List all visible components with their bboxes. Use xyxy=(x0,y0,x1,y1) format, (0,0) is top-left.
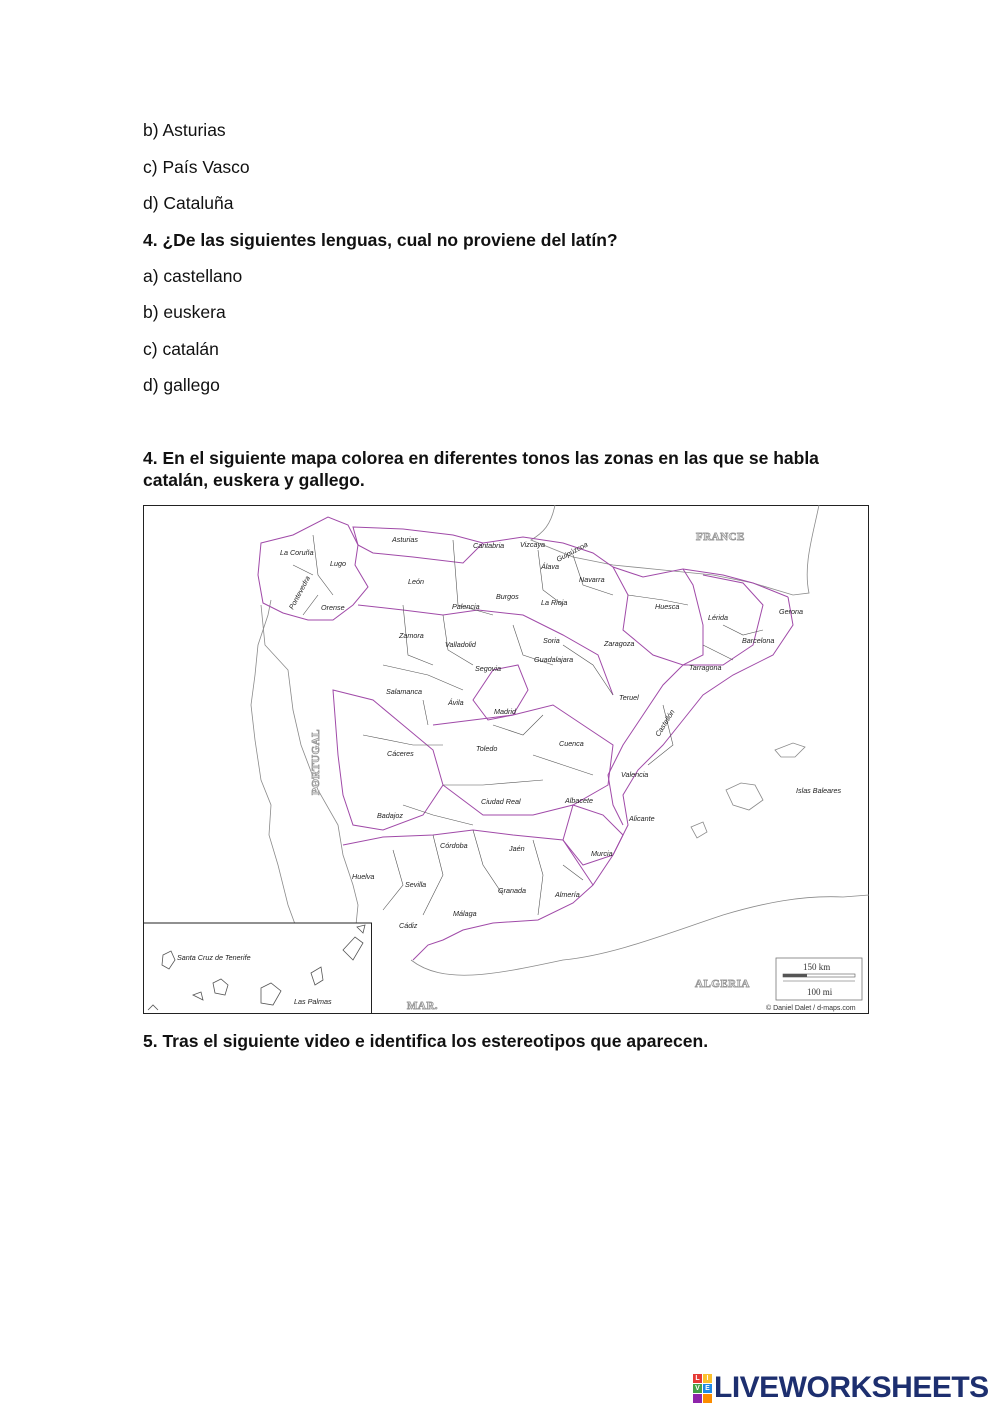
label-la-coruna: La Coruña xyxy=(280,548,314,557)
canarias-inset xyxy=(144,923,372,1014)
label-toledo: Toledo xyxy=(476,744,498,753)
label-orense: Orense xyxy=(321,603,345,612)
label-salamanca: Salamanca xyxy=(386,687,422,696)
label-madrid: Madrid xyxy=(494,707,516,716)
label-asturias: Asturias xyxy=(392,535,418,544)
label-gerona: Gerona xyxy=(779,607,803,616)
label-soria: Soria xyxy=(543,636,560,645)
brand-name: LIVEWORKSHEETS xyxy=(714,1371,989,1404)
label-malaga: Málaga xyxy=(453,909,477,918)
question-4-title: 4. ¿De las siguientes lenguas, cual no proviene del latín? xyxy=(143,230,618,250)
option-q4-b: b) euskera xyxy=(143,302,226,322)
option-q4-d: d) gallego xyxy=(143,375,220,395)
label-avila: Ávila xyxy=(448,698,464,707)
logo-cell xyxy=(693,1394,702,1403)
label-lugo: Lugo xyxy=(330,559,346,568)
label-guadalajara: Guadalajara xyxy=(534,655,574,664)
label-granada: Granada xyxy=(498,886,526,895)
label-las-palmas: Las Palmas xyxy=(294,997,332,1006)
label-cadiz: Cádiz xyxy=(399,921,418,930)
label-guipuzcoa: Guipúzcoa xyxy=(554,539,590,564)
label-huesca: Huesca xyxy=(655,602,680,611)
question-4b-title: 4. En el siguiente mapa colorea en diferentes tonos las zonas en las que se habla catalán, euskera y gallego. xyxy=(143,448,819,490)
label-france: FRANCE xyxy=(696,531,745,543)
option-q3-c: c) País Vasco xyxy=(143,157,250,177)
liveworksheets-brand[interactable] xyxy=(693,1372,989,1404)
label-segovia: Segovia xyxy=(475,664,501,673)
label-barcelona: Barcelona xyxy=(742,636,775,645)
label-alicante: Alicante xyxy=(629,814,655,823)
label-leon: León xyxy=(408,577,424,586)
label-zamora: Zamora xyxy=(399,631,424,640)
label-albacete: Albacete xyxy=(565,796,593,805)
scale-mi: 100 mi xyxy=(807,987,833,997)
label-la-rioja: La Rioja xyxy=(541,598,568,607)
label-sea: MAR. xyxy=(407,1000,439,1012)
label-tarragona: Tarragona xyxy=(689,663,722,672)
logo-cell: V xyxy=(693,1384,702,1393)
logo-cell: E xyxy=(703,1384,712,1393)
label-palencia: Palencia xyxy=(452,602,480,611)
label-burgos: Burgos xyxy=(496,592,519,601)
option-q3-d: d) Cataluña xyxy=(143,193,234,213)
logo-cell: L xyxy=(693,1374,702,1383)
scale-km: 150 km xyxy=(803,962,831,972)
spain-map-svg xyxy=(143,505,869,1014)
logo-cell xyxy=(703,1394,712,1403)
label-ciudad-real: Ciudad Real xyxy=(481,797,521,806)
label-navarra: Navarra xyxy=(579,575,605,584)
label-huelva: Huelva xyxy=(352,872,375,881)
label-lerida: Lérida xyxy=(708,613,728,622)
liveworksheets-logo-icon xyxy=(693,1374,712,1403)
label-castellon: Castellón xyxy=(653,707,677,739)
spain-map[interactable] xyxy=(143,505,869,1014)
label-vizcaya: Vizcaya xyxy=(520,540,546,549)
map-credit: © Daniel Dalet / d-maps.com xyxy=(766,1005,856,1012)
label-sevilla: Sevilla xyxy=(405,880,427,889)
label-cordoba: Córdoba xyxy=(440,841,468,850)
label-valladolid: Valladolid xyxy=(445,640,476,649)
label-teruel: Teruel xyxy=(619,693,639,702)
label-murcia: Murcia xyxy=(591,849,613,858)
label-jaen: Jaén xyxy=(509,844,525,853)
label-alava: Álava xyxy=(541,562,559,571)
scale-bar xyxy=(776,958,862,1000)
label-caceres: Cáceres xyxy=(387,749,414,758)
question-5-title: 5. Tras el siguiente video e identifica los estereotipos que aparecen. xyxy=(143,1031,709,1051)
option-q4-c: c) catalán xyxy=(143,339,219,359)
option-q3-b: b) Asturias xyxy=(143,120,226,140)
label-valencia: Valencia xyxy=(621,770,649,779)
label-cantabria: Cantabria xyxy=(473,541,505,550)
logo-cell: I xyxy=(703,1374,712,1383)
label-algeria: ALGERIA xyxy=(695,978,750,990)
label-islas-baleares: Islas Baleares xyxy=(796,786,842,795)
label-zaragoza: Zaragoza xyxy=(604,639,635,648)
label-santa-cruz-de-tenerife: Santa Cruz de Tenerife xyxy=(177,953,251,962)
label-pontevedra: Pontevedra xyxy=(286,574,313,611)
label-badajoz: Badajoz xyxy=(377,811,403,820)
option-q4-a: a) castellano xyxy=(143,266,243,286)
label-cuenca: Cuenca xyxy=(559,739,584,748)
label-almeria: Almería xyxy=(555,890,580,899)
label-portugal: PORTUGAL xyxy=(310,729,322,795)
